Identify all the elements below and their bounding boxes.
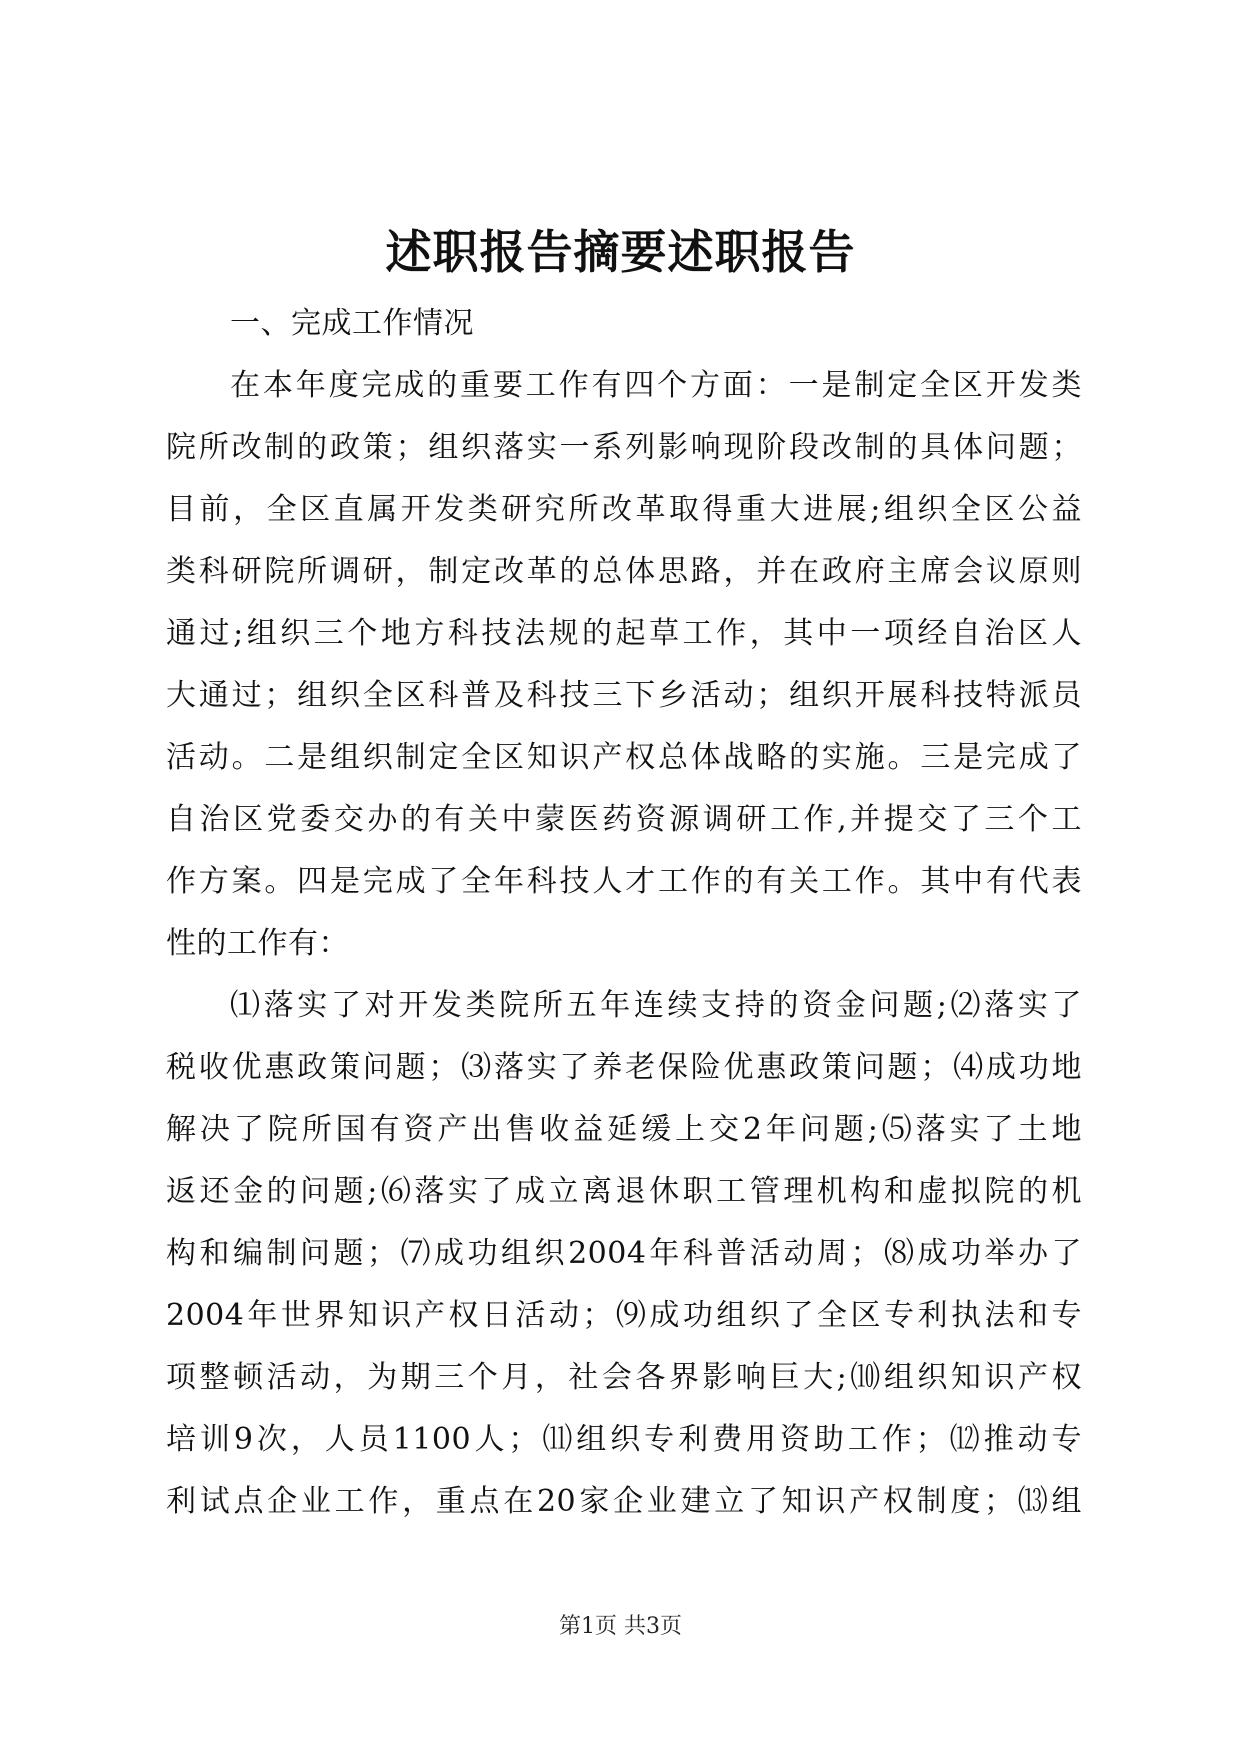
text-line: 利试点企业工作，重点在20家企业建立了知识产权制度；⒀组 [166, 1484, 1082, 1519]
text-line: 构和编制问题；⑺成功组织2004年科普活动周；⑻成功举办了 [166, 1236, 1082, 1271]
text-line: 作方案。四是完成了全年科技人才工作的有关工作。其中有代表 [166, 864, 1082, 899]
paragraph-1 [166, 355, 1082, 975]
text-line: 培训9次，人员1100人；⑾组织专利费用资助工作；⑿推动专 [166, 1422, 1082, 1457]
text-line: 活动。二是组织制定全区知识产权总体战略的实施。三是完成了 [166, 740, 1082, 775]
text-line: ⑴落实了对开发类院所五年连续支持的资金问题;⑵落实了 [230, 988, 1082, 1023]
text-line: 返还金的问题;⑹落实了成立离退休职工管理机构和虚拟院的机 [166, 1174, 1082, 1209]
text-line: 项整顿活动，为期三个月，社会各界影响巨大;⑽组织知识产权 [166, 1360, 1082, 1395]
text-line: 性的工作有： [166, 926, 349, 961]
text-line: 大通过；组织全区科普及科技三下乡活动；组织开展科技特派员 [166, 678, 1082, 713]
text-line: 解决了院所国有资产出售收益延缓上交2年问题;⑸落实了土地 [166, 1112, 1082, 1147]
text-line: 类科研院所调研，制定改革的总体思路，并在政府主席会议原则 [166, 554, 1082, 589]
paragraph-2 [166, 975, 1082, 1533]
text-line: 在本年度完成的重要工作有四个方面：一是制定全区开发类 [230, 368, 1082, 403]
text-line: 通过;组织三个地方科技法规的起草工作，其中一项经自治区人 [166, 616, 1082, 651]
text-line: 税收优惠政策问题；⑶落实了养老保险优惠政策问题；⑷成功地 [166, 1050, 1082, 1085]
text-line: 院所改制的政策；组织落实一系列影响现阶段改制的具体问题； [166, 430, 1082, 465]
document-title: 述职报告摘要述职报告 [385, 225, 856, 279]
document-body [166, 293, 1082, 1533]
text-line: 2004年世界知识产权日活动；⑼成功组织了全区专利执法和专 [166, 1298, 1082, 1333]
section-heading: 一、完成工作情况 [230, 306, 474, 341]
page-footer: 第1页 共3页 [559, 1614, 682, 1639]
text-line: 目前，全区直属开发类研究所改革取得重大进展;组织全区公益 [166, 492, 1082, 527]
text-line: 自治区党委交办的有关中蒙医药资源调研工作,并提交了三个工 [166, 802, 1082, 837]
